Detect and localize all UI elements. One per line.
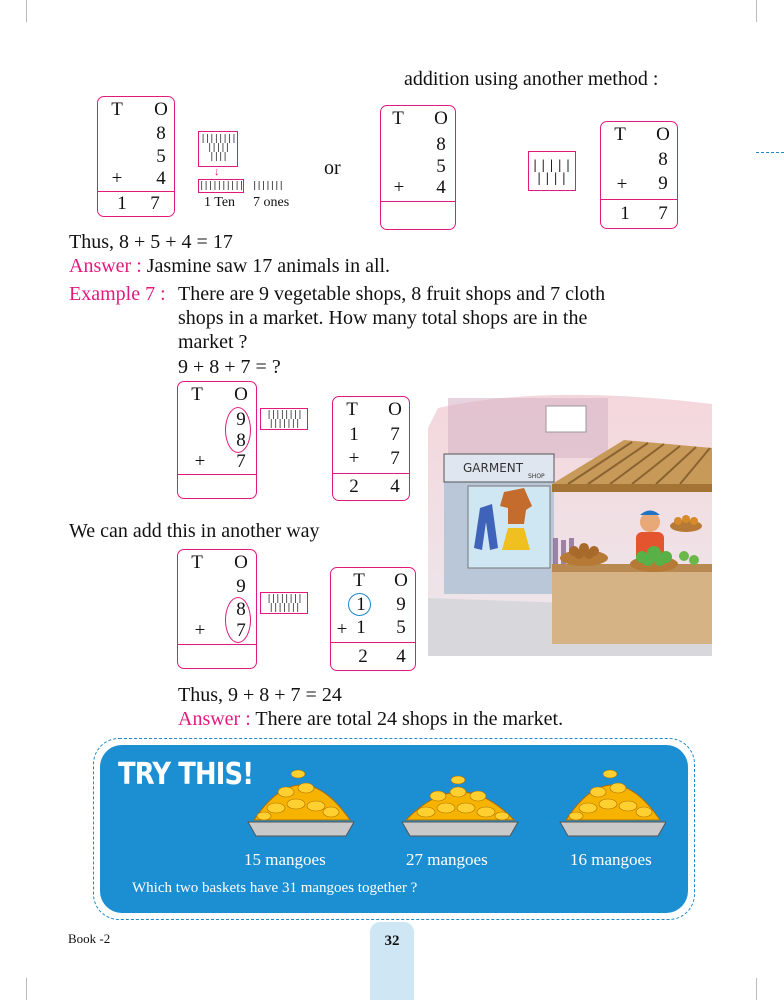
- crop-mark: [756, 978, 757, 1000]
- thus-line-1: Thus, 8 + 5 + 4 = 17: [69, 231, 233, 253]
- sum-tens: 2: [358, 646, 368, 667]
- ones-digit: 7: [390, 448, 400, 469]
- sum-ones: 7: [150, 193, 160, 214]
- tens-header: T: [392, 108, 404, 129]
- heading-tail: addition using another method :: [404, 68, 659, 90]
- sum-line: [331, 642, 415, 643]
- market-illustration: [428, 388, 712, 656]
- plus-sign: +: [348, 448, 360, 469]
- addend: 8: [658, 149, 668, 170]
- place-value-box-7: [330, 567, 416, 671]
- carry-digit: 1: [356, 594, 366, 615]
- plus-sign: +: [194, 620, 206, 641]
- margin-guide: [756, 152, 784, 153]
- mango-baskets: [246, 756, 666, 842]
- basket-count-2: 27 mangoes: [406, 850, 488, 869]
- plus-sign: +: [336, 619, 348, 640]
- addend: 5: [436, 156, 446, 177]
- tally-group-mid: ||||| ||||: [528, 151, 576, 191]
- try-this-question: Which two baskets have 31 mangoes together ?: [132, 880, 418, 896]
- tens-header: T: [346, 399, 358, 420]
- ones-digit: 9: [396, 594, 406, 615]
- addend: 4: [436, 177, 446, 198]
- group-ring: [225, 597, 251, 643]
- equation: 9 + 8 + 7 = ?: [178, 356, 281, 378]
- addend: 9: [236, 409, 246, 430]
- place-value-box-1: [97, 96, 175, 217]
- tens-header: T: [614, 124, 626, 145]
- ones-digit: 7: [390, 424, 400, 445]
- book-label: Book -2: [68, 931, 111, 946]
- addend: 5: [156, 146, 166, 167]
- mango-basket-3: [560, 770, 666, 836]
- addend: 4: [156, 168, 166, 189]
- answer-text: Jasmine saw 17 animals in all.: [146, 255, 391, 277]
- shop-sign: GARMENT: [463, 461, 524, 475]
- mango-basket-1: [248, 770, 354, 836]
- crop-mark: [26, 978, 27, 1000]
- arrow-down-icon: ↓: [214, 166, 220, 178]
- sum-line: [333, 473, 409, 474]
- sum-tens: 1: [117, 193, 127, 214]
- ones-digit: 5: [396, 617, 406, 638]
- basket-count-3: 16 mangoes: [570, 850, 652, 869]
- tally-ten: |||||||| |||||||: [260, 592, 308, 614]
- tens-header: T: [191, 384, 203, 405]
- ones-header: O: [394, 570, 408, 591]
- tally-ten-bundle: ||||||||||: [199, 181, 244, 191]
- tally-loose-ones: |||||||: [252, 181, 283, 191]
- other-way-line: We can add this in another way: [69, 520, 320, 542]
- answer-text: There are total 24 shops in the market.: [255, 708, 564, 730]
- question-line: shops in a market. How many total shops are in the: [178, 307, 588, 329]
- addend: 9: [236, 576, 246, 597]
- place-value-box-5: [332, 396, 410, 501]
- addend: 7: [236, 620, 246, 641]
- tally-ten: |||||||| |||||||: [260, 408, 308, 430]
- or-label: or: [324, 157, 341, 179]
- plus-sign: +: [616, 174, 628, 195]
- sum-ones: 4: [396, 646, 406, 667]
- plus-sign: +: [194, 451, 206, 472]
- addend: 7: [236, 451, 246, 472]
- tens-digit: 1: [356, 617, 366, 638]
- plus-sign: +: [393, 177, 405, 198]
- ones-header: O: [234, 552, 248, 573]
- crop-mark: [26, 0, 27, 22]
- sum-tens: 1: [620, 203, 630, 224]
- ones-header: O: [388, 399, 402, 420]
- ones-header: O: [656, 124, 670, 145]
- sum-line: [98, 191, 174, 192]
- ones-header: O: [434, 108, 448, 129]
- page-number: 32: [370, 922, 414, 1000]
- answer-line-1: [69, 254, 390, 278]
- sum-line: [178, 474, 256, 475]
- tens-digit: 1: [349, 424, 359, 445]
- sum-line: [178, 644, 256, 645]
- tens-header: T: [353, 570, 365, 591]
- sum-line: [601, 199, 677, 200]
- group-ring: [225, 407, 251, 453]
- crop-mark: [756, 0, 757, 22]
- question-line: market ?: [178, 331, 248, 353]
- addend: 8: [156, 123, 166, 144]
- answer-label: Answer :: [178, 708, 251, 730]
- ten-label: 1 Ten: [204, 195, 236, 210]
- try-this-title: TRY THIS!: [118, 757, 254, 792]
- shop-sign-small: SHOP: [528, 473, 545, 480]
- tens-header: T: [111, 99, 123, 120]
- place-value-box-4: [177, 381, 257, 499]
- carry-ring: [348, 593, 371, 616]
- ones-label: 7 ones: [253, 195, 290, 210]
- sum-ones: 7: [658, 203, 668, 224]
- tally-group-top: |||||||| ||||| ||||: [198, 131, 238, 167]
- addend: 8: [236, 430, 246, 451]
- question-line: There are 9 vegetable shops, 8 fruit shops and 7 cloth: [178, 283, 606, 305]
- example-label: Example 7 :: [69, 283, 166, 305]
- addend: 8: [236, 599, 246, 620]
- mango-basket-2: [402, 776, 518, 836]
- ones-header: O: [234, 384, 248, 405]
- place-value-box-2: [380, 105, 456, 230]
- sum-ones: 4: [390, 476, 400, 497]
- ones-header: O: [154, 99, 168, 120]
- thus-line-2: Thus, 9 + 8 + 7 = 24: [178, 684, 342, 706]
- addend: 8: [436, 134, 446, 155]
- basket-count-1: 15 mangoes: [244, 850, 326, 869]
- answer-label: Answer :: [69, 255, 142, 277]
- sum-line: [381, 201, 455, 202]
- sum-tens: 2: [349, 476, 359, 497]
- plus-sign: +: [111, 168, 123, 189]
- answer-line-2: [178, 707, 563, 731]
- tens-header: T: [191, 552, 203, 573]
- addend: 9: [658, 173, 668, 194]
- place-value-box-3: [600, 121, 678, 229]
- place-value-box-6: [177, 549, 257, 669]
